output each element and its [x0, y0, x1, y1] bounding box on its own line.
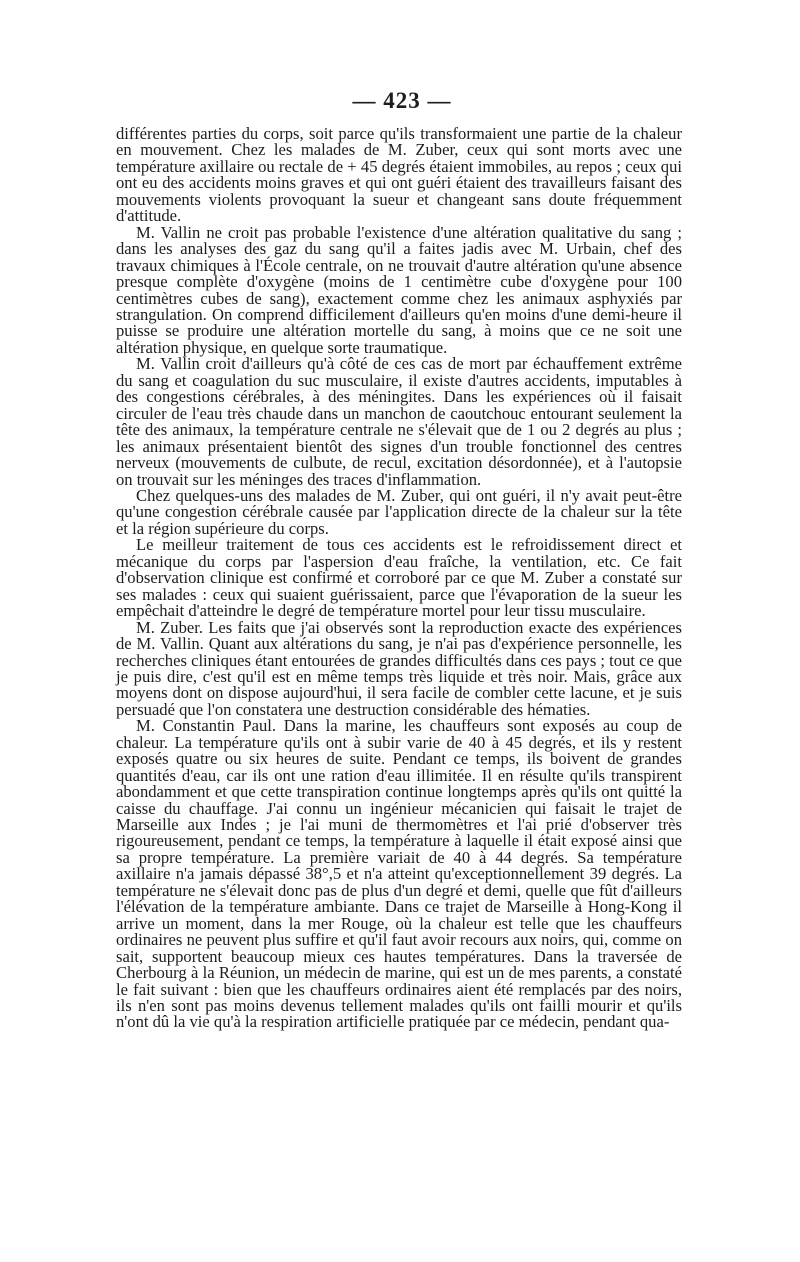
body-text — [116, 126, 682, 1031]
book-page — [116, 88, 682, 1031]
paragraph: Chez quelques-uns des malades de M. Zuber, qui ont guéri, il n'y avait peut-être qu'une congestion cérébrale causée par l'application directe de la chaleur sur la tête et la région supérieure du corps. — [116, 485, 682, 538]
speaker-name: M. Constantin Paul. — [136, 716, 277, 736]
speaker-name: M. Zuber. — [136, 617, 203, 637]
paragraph-text: Les faits que j'ai observés sont la reproduction exacte des expériences de M. Vallin. Quant aux altérations du sang, je n'ai pas d'expérience personnelle, les recherches cliniques étant entourées de grandes difficultés dans ces pays ; tout ce que je puis dire, c'est qu'il est en même temps très liquide et très noir. Mais, grâce aux moyens dont on dispose aujourd'hui, il sera facile de combler cette lacune, et je suis persuadé que l'on constatera une destruction considérable des hématies. — [116, 617, 683, 719]
paragraph — [116, 617, 683, 719]
paragraph: M. Vallin croit d'ailleurs qu'à côté de ces cas de mort par échauffement extrême du sang et coagulation du suc musculaire, il existe d'autres accidents, imputables à des congestions cérébrales, à des méningites. Dans les expériences où il faisait circuler de l'eau très chaude dans un manchon de caoutchouc entourant seulement la tête des animaux, la température centrale ne s'élevait que de 1 ou 2 degrés au plus ; les animaux présentaient bientôt des signes d'un trouble fonctionnel des centres nerveux (mouvements de culbute, de recul, excitation désordonnée), et à l'autopsie on trouvait sur les méninges des traces d'inflammation. — [116, 354, 682, 489]
paragraph: différentes parties du corps, soit parce qu'ils transformaient une partie de la chaleur en mouvement. Chez les malades de M. Zuber, ceux qui sont morts avec une température axillaire ou rectale de + 45 degrés étaient immobiles, au repos ; ceux qui ont eu des accidents moins graves et qui ont guéri étaient des travailleurs faisant des mouvements violents provoquant la sueur et changeant sans doute fréquemment d'attitude. — [116, 124, 682, 226]
paragraph: M. Vallin ne croit pas probable l'existence d'une altération qualitative du sang ; dans les analyses des gaz du sang qu'il a faites jadis avec M. Urbain, chef des travaux chimiques à l'École centrale, on ne trouvait d'autre altération qu'une absence presque complète d'oxygène (moins de 1 centimètre cube d'oxygène pour 100 centimètres cubes de sang), exactement comme chez les animaux asphyxiés par strangulation. On comprend difficilement d'ailleurs qu'en moins d'une demi-heure il puisse se produire une altération mortelle du sang, à moins que ce ne soit une altération physique, en quelque sorte traumatique. — [116, 222, 682, 357]
page-number: — 423 — — [352, 88, 452, 113]
paragraph — [116, 718, 682, 1031]
paragraph: Le meilleur traitement de tous ces accidents est le refroidissement direct et mécanique du corps par l'aspersion d'eau fraîche, la ventilation, etc. Ce fait d'observation clinique est confirmé et corroboré par ce que M. Zuber a constaté sur ses malades : ceux qui suaient guérissaient, parce que l'évaporation de la sueur les empêchait d'atteindre le degré de température mortel pour leur tissu musculaire. — [116, 535, 682, 621]
paragraph-text: Dans la marine, les chauffeurs sont exposés au coup de chaleur. La température qu'ils ont à subir varie de 40 à 45 degrés, et ils y restent exposés quatre ou six heures de suite. Pendant ce temps, ils boivent de grandes quantités d'eau, car ils ont une ration d'eau illimitée. Il en résulte qu'ils transpirent abondamment et que cette transpiration continue longtemps après qu'ils ont quitté la caisse du chauffage. J'ai connu un ingénieur mécanicien qui faisait le trajet de Marseille aux Indes ; je l'ai muni de thermomètres et l'ai prié d'observer très rigoureusement, pendant ce temps, la température à laquelle il était exposé ainsi que sa propre température. La première variait de 40 à 44 degrés. Sa température axillaire n'a jamais dépassé 38°,5 et n'a atteint qu'exceptionnellement 39 degrés. La température ne s'élevait donc pas de plus d'un degré et demi, quelle que fût d'ailleurs l'élévation de la température ambiante. Dans ce trajet de Marseille à Hong-Kong il arrive un moment, dans la mer Rouge, où la chaleur est telle que les chauffeurs ordinaires ne peuvent plus suffire et qu'il faut avoir recours aux noirs, qui, comme on sait, supportent beaucoup mieux ces hautes températures. Dans la traversée de Cherbourg à la Réunion, un médecin de marine, qui est un de mes parents, a constaté le fait suivant : bien que les chauffeurs ordinaires aient été remplacés par des noirs, ils n'en sont pas moins devenus tellement malades qu'ils ont failli mourir et qu'ils n'ont dû la vie qu'à la respiration artificielle pratiquée par ce médecin, pendant qua- — [116, 716, 682, 1032]
